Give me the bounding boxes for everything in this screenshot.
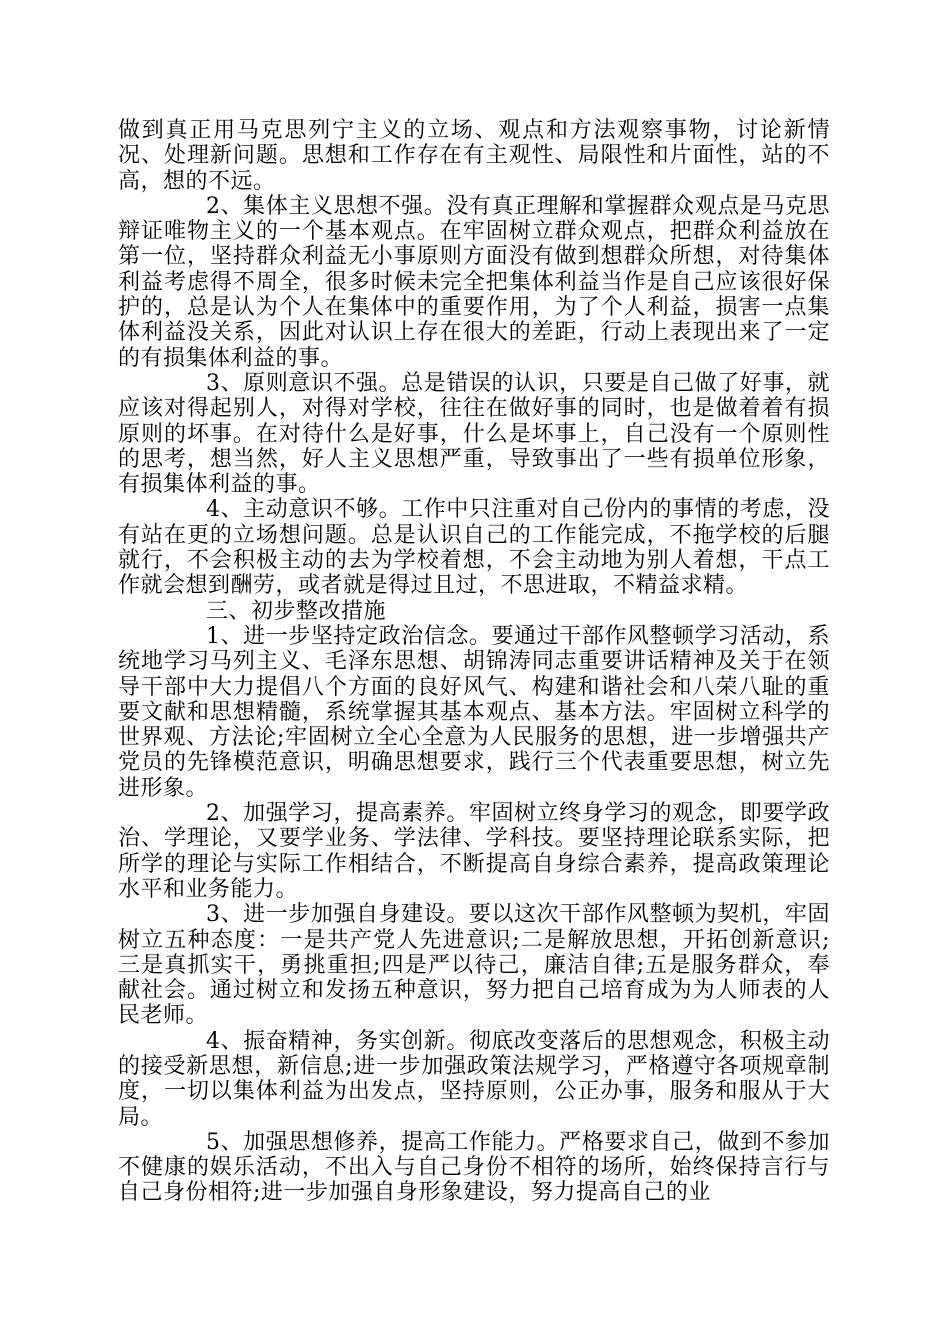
paragraph-principle: 3、原则意识不强。总是错误的认识，只要是自己做了好事，就应该对得起别人，对得对学校，往往在做好事的同时，也是做着着有损原则的坏事。在对待什么是好事，什么是坏事上，自己没有一个原则性的思考，想当然，好人主义思想严重，导致事出了一些有损单位形象，有损集体利益的事。 bbox=[118, 370, 830, 498]
paragraph-self-building: 3、进一步加强自身建设。要以这次干部作风整顿为契机，牢固树立五种态度：一是共产党人先进意识;二是解放思想，开拓创新意识;三是真抓实干，勇挑重担;四是严以待己，廉洁自律;五是服务群众，奉献社会。通过树立和发扬五种意识，努力把自己培育成为为人师表的人民老师。 bbox=[118, 902, 830, 1029]
paragraph-innovation: 4、振奋精神，务实创新。彻底改变落后的思想观念，积极主动的接受新思想，新信息;进一步加强政策法规学习，严格遵守各项规章制度，一切以集体利益为出发点，坚持原则，公正办事，服务和服从于大局。 bbox=[118, 1028, 830, 1130]
paragraph-initiative: 4、主动意识不够。工作中只注重对自己份内的事情的考虑，没有站在更的立场想问题。总是认识自己的工作能完成，不拖学校的后腿就行，不会积极主动的去为学校着想，不会主动地为别人着想，干点工作就会想到酬劳，或者就是得过且过，不思进取，不精益求精。 bbox=[118, 497, 830, 599]
section-heading-rectification: 三、初步整改措施 bbox=[206, 598, 387, 624]
paragraph-study: 2、加强学习，提高素养。牢固树立终身学习的观念，即要学政治、学理论，又要学业务、学法律、学科技。要坚持理论联系实际，把所学的理论与实际工作相结合，不断提高自身综合素养，提高政策理论水平和业务能力。 bbox=[118, 801, 830, 902]
paragraph-cultivation: 5、加强思想修养，提高工作能力。严格要求自己，做到不参加不健康的娱乐活动，不出入与自己身份不相符的场所，始终保持言行与自己身份相符;进一步加强自身形象建设，努力提高自己的业 bbox=[118, 1129, 830, 1206]
document-page bbox=[118, 118, 830, 1238]
paragraph-collectivism: 2、集体主义思想不强。没有真正理解和掌握群众观点是马克思辩证唯物主义的一个基本观点。在牢固树立群众观点，把群众利益放在第一位，坚持群众利益无小事原则方面没有做到想群众所想，对待集体利益考虑得不周全，很多时候未完全把集体利益当作是自己应该很好保护的，总是认为个人在集体中的重要作用，为了个人利益，损害一点集体利益没关系，因此对认识上存在很大的差距，行动上表现出来了一定的有损集体利益的事。 bbox=[118, 193, 830, 371]
paragraph-continuation: 做到真正用马克思列宁主义的立场、观点和方法观察事物，讨论新情况、处理新问题。思想和工作存在有主观性、局限性和片面性，站的不高，想的不远。 bbox=[118, 118, 830, 194]
paragraph-political-belief: 1、进一步坚持定政治信念。要通过干部作风整顿学习活动，系统地学习马列主义、毛泽东思想、胡锦涛同志重要讲话精神及关于在领导干部中大力提倡八个方面的良好风气、构建和谐社会和八荣八耻的重要文献和思想精髓，系统掌握其基本观点、基本方法。牢固树立科学的世界观、方法论;牢固树立全心全意为人民服务的思想，进一步增强共产党员的先锋模范意识，明确思想要求，践行三个代表重要思想，树立先进形象。 bbox=[118, 623, 830, 801]
